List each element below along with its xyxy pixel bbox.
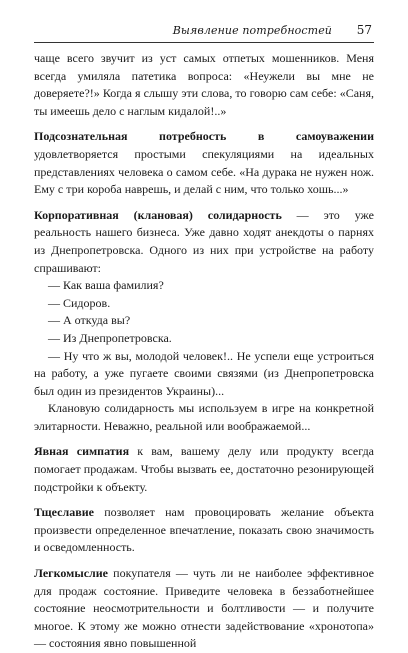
paragraph-corporate-solidarity [34, 207, 374, 277]
paragraph-continuation: чаще всего звучит из уст самых отпетых мошенников. Меня всегда умиляла патетика вопроса: «Неужели вы мне не доверяете?!» Когда я слышу эти слова, то говорю сам себе: «Саня, ты имеешь дело с наглым кидалой!..» [34, 51, 374, 118]
dialog-line-2: — Сидоров. [48, 295, 111, 310]
paragraph-corporate-solidarity-text: — это уже реальность нашего бизнеса. Уже давно ходят анекдоты о парнях из Днепропетровска. Одного из них при устройстве на работу спрашивают: [34, 207, 374, 275]
dialog-line-5: — Ну что ж вы, молодой человек!.. Не успели еще устроиться на работу, а уже пугаете своими связями (из Днепропетровска был один из президентов Украины)... [34, 348, 374, 398]
paragraph-sympathy [34, 443, 374, 496]
page-number: 57 [356, 23, 372, 37]
paragraph-vanity [34, 504, 374, 557]
term-vanity: Тщеславие [34, 505, 94, 520]
running-title: Выявление потребностей [172, 24, 332, 37]
term-frivolity: Легкомыслие [34, 566, 109, 581]
paragraph-frivolity [34, 565, 374, 653]
page-body [34, 50, 374, 653]
dialog-line-4: — Из Днепропетровска. [48, 330, 172, 345]
paragraph-clan-solidarity: Клановую солидарность мы используем в игре на конкретной элитарности. Неважно, реальной или воображаемой... [34, 401, 374, 433]
term-sympathy: Явная симпатия [34, 444, 130, 459]
dialog-line-3: — А откуда вы? [48, 313, 131, 328]
paragraph-frivolity-text: покупателя — чуть ли не наиболее эффективное для продаж состояние. Приведите человека в беззаботнейшее состояние неосмотрительности и болтливости — и получите многое. К этому же можно отнести задействование «хронотопа» — состояния явно повышенной [34, 566, 374, 651]
paragraph-vanity-text: позволяет нам провоцировать желание объекта произвести определенное впечатление, показать свою значимость и осведомленность. [34, 505, 374, 555]
running-header [34, 20, 374, 43]
paragraph-self-respect-text: удовлетворяется простыми спекуляциями на идеальных представлениях человека о самом себе. «На дурака не нужен нож. Ему с три короба наврешь, и делай с ним, что только хошь...» [34, 146, 374, 197]
term-corporate-solidarity: Корпоративная (клановая) солидарность [34, 207, 282, 222]
paragraph-self-respect [34, 128, 374, 198]
paragraph-sympathy-text: к вам, вашему делу или продукту всегда помогает продажам. Чтобы вызвать ее, достаточно резонирующей подстройки к объекту. [34, 444, 374, 494]
term-self-respect: Подсознательная потребность в самоуважении [34, 129, 374, 144]
dialog-line-1: — Как ваша фамилия? [48, 278, 164, 293]
